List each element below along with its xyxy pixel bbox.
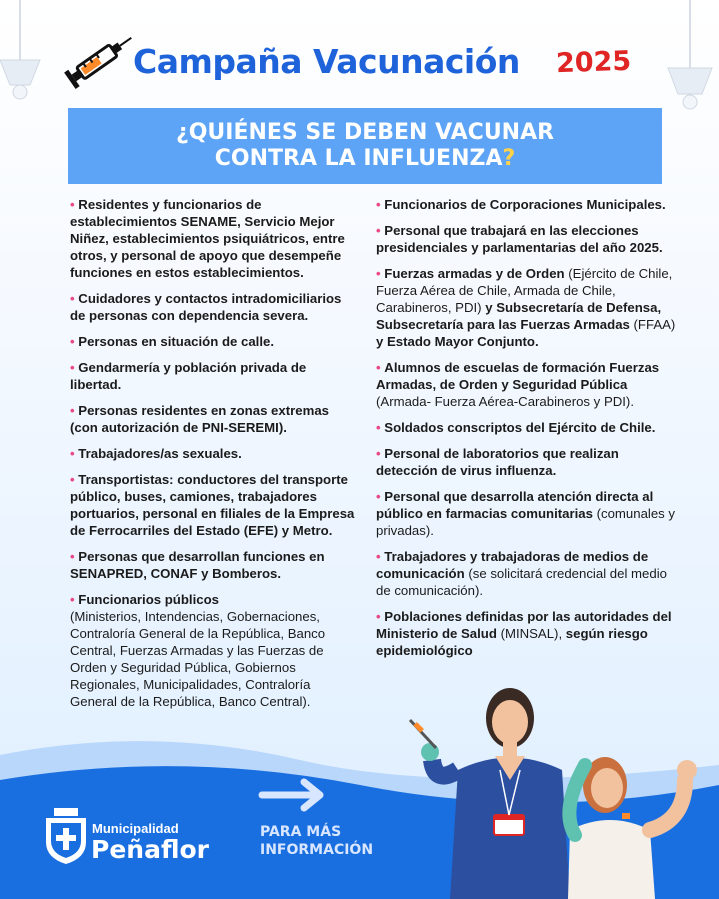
list-item [70, 333, 360, 350]
municipality-shield-icon [42, 808, 90, 864]
banner-line-2-text: CONTRA LA INFLUENZA [214, 146, 503, 171]
more-info-line-1: PARA MÁS [260, 824, 342, 840]
banner-line-2 [68, 146, 662, 172]
right-column-list [376, 196, 676, 668]
item-text: Cuidadores y contactos intradomiciliarios de personas con dependencia severa. [70, 291, 342, 323]
ceiling-lamp-left-icon [0, 0, 110, 120]
list-item [376, 548, 676, 599]
bullet-icon: • [376, 609, 381, 624]
item-detail: (Ministerios, Intendencias, Gobernaciones, Contraloría General de la República, Banco Central, Fuerzas Armadas y las Fuerzas de Orden y Seguridad Pública, Gobiernos Regionales, Municipalidades, Contraloría General de la República, Banco Central). [70, 609, 326, 709]
bullet-icon: • [70, 291, 75, 306]
bullet-icon: • [70, 403, 75, 418]
item-detail: (FFAA) [629, 317, 676, 332]
health-workers-illustration [400, 670, 719, 899]
item-text: Funcionarios de Corporaciones Municipales. [384, 197, 666, 212]
item-text: Transportistas: conductores del transporte público, buses, camiones, trabajadores portuarios, personal en filiales de la Empresa de Ferrocarriles del Estado (EFE) y Metro. [70, 472, 355, 538]
bullet-icon: • [70, 549, 75, 564]
item-text: Funcionarios públicos [78, 592, 219, 607]
item-detail: (comunales y privadas). [376, 506, 676, 538]
bullet-icon: • [70, 472, 75, 487]
more-info-line-2: INFORMACIÓN [260, 842, 374, 858]
item-text: Soldados conscriptos del Ejército de Chile. [384, 420, 656, 435]
list-item [376, 222, 676, 256]
arrow-right-icon[interactable] [258, 777, 328, 813]
item-detail: (MINSAL), [496, 626, 566, 641]
list-item [376, 445, 676, 479]
municipality-name: Peñaflor [91, 835, 209, 864]
list-item [376, 359, 676, 410]
item-text: Personas residentes en zonas extremas (con autorización de PNI-SEREMI). [70, 403, 329, 435]
item-text: según riesgo epidemiológico [376, 626, 648, 658]
item-detail: (Ejército de Chile, Fuerza Aérea de Chile, Armada de Chile, Carabineros, PDI) [376, 266, 673, 315]
item-text: Fuerzas armadas y de Orden [384, 266, 565, 281]
left-column-list [70, 196, 360, 719]
list-item [70, 548, 360, 582]
bullet-icon: • [70, 592, 75, 607]
bullet-icon: • [376, 197, 381, 212]
list-item [70, 290, 360, 324]
list-item [376, 196, 676, 213]
item-text: Personas que desarrollan funciones en SENAPRED, CONAF y Bomberos. [70, 549, 325, 581]
item-text: Personas en situación de calle. [78, 334, 274, 349]
bullet-icon: • [376, 420, 381, 435]
list-item [376, 488, 676, 539]
item-text: Residentes y funcionarios de establecimientos SENAME, Servicio Mejor Niñez, establecimientos psiquiátricos, entre otros, y personal de apoyo que desempeñe funciones en estos establecimientos. [70, 197, 345, 280]
bullet-icon: • [376, 489, 381, 504]
page-title: Campaña Vacunación [133, 42, 520, 81]
list-item [70, 402, 360, 436]
bullet-icon: • [70, 197, 75, 212]
item-text: Trabajadores/as sexuales. [78, 446, 242, 461]
list-item [70, 591, 360, 710]
bullet-icon: • [70, 360, 75, 375]
list-item [376, 608, 676, 659]
bullet-icon: • [376, 266, 381, 281]
item-text: y Subsecretaría de Defensa, Subsecretaría para las Fuerzas Armadas [376, 300, 662, 332]
item-text: Trabajadores y trabajadoras de medios de comunicación [376, 549, 649, 581]
bullet-icon: • [376, 549, 381, 564]
header [0, 0, 719, 105]
item-text: y Estado Mayor Conjunto. [376, 334, 539, 349]
banner-line-1: ¿QUIÉNES SE DEBEN VACUNAR [175, 120, 555, 145]
bullet-icon: • [376, 223, 381, 238]
ceiling-lamp-right-icon [610, 0, 719, 120]
item-text: Personal que desarrolla atención directa al público en farmacias comunitarias [376, 489, 654, 521]
bullet-icon: • [70, 334, 75, 349]
banner-heading [68, 120, 662, 172]
item-detail: (se solicitará credencial del medio de comunicación). [376, 566, 667, 598]
item-text: Gendarmería y población privada de libertad. [70, 360, 307, 392]
item-text: Personal que trabajará en las elecciones presidenciales y parlamentarias del año 2025. [376, 223, 663, 255]
list-item [376, 265, 676, 350]
banner-question-mark: ? [502, 146, 516, 171]
bullet-icon: • [70, 446, 75, 461]
bullet-icon: • [376, 446, 381, 461]
question-banner [68, 108, 662, 184]
list-item [70, 471, 360, 539]
item-text: Personal de laboratorios que realizan detección de virus influenza. [376, 446, 619, 478]
item-detail: (Armada- Fuerza Aérea-Carabineros y PDI). [376, 394, 634, 409]
list-item [70, 196, 360, 281]
bullet-icon: • [376, 360, 381, 375]
list-item [70, 359, 360, 393]
list-item [376, 419, 676, 436]
municipality-label: Municipalidad [92, 821, 179, 836]
item-text: Poblaciones definidas por las autoridades del Ministerio de Salud [376, 609, 672, 641]
campaign-year: 2025 [555, 45, 632, 80]
more-info-link[interactable] [260, 823, 373, 859]
item-text: Alumnos de escuelas de formación Fuerzas Armadas, de Orden y Seguridad Pública [376, 360, 660, 392]
list-item [70, 445, 360, 462]
